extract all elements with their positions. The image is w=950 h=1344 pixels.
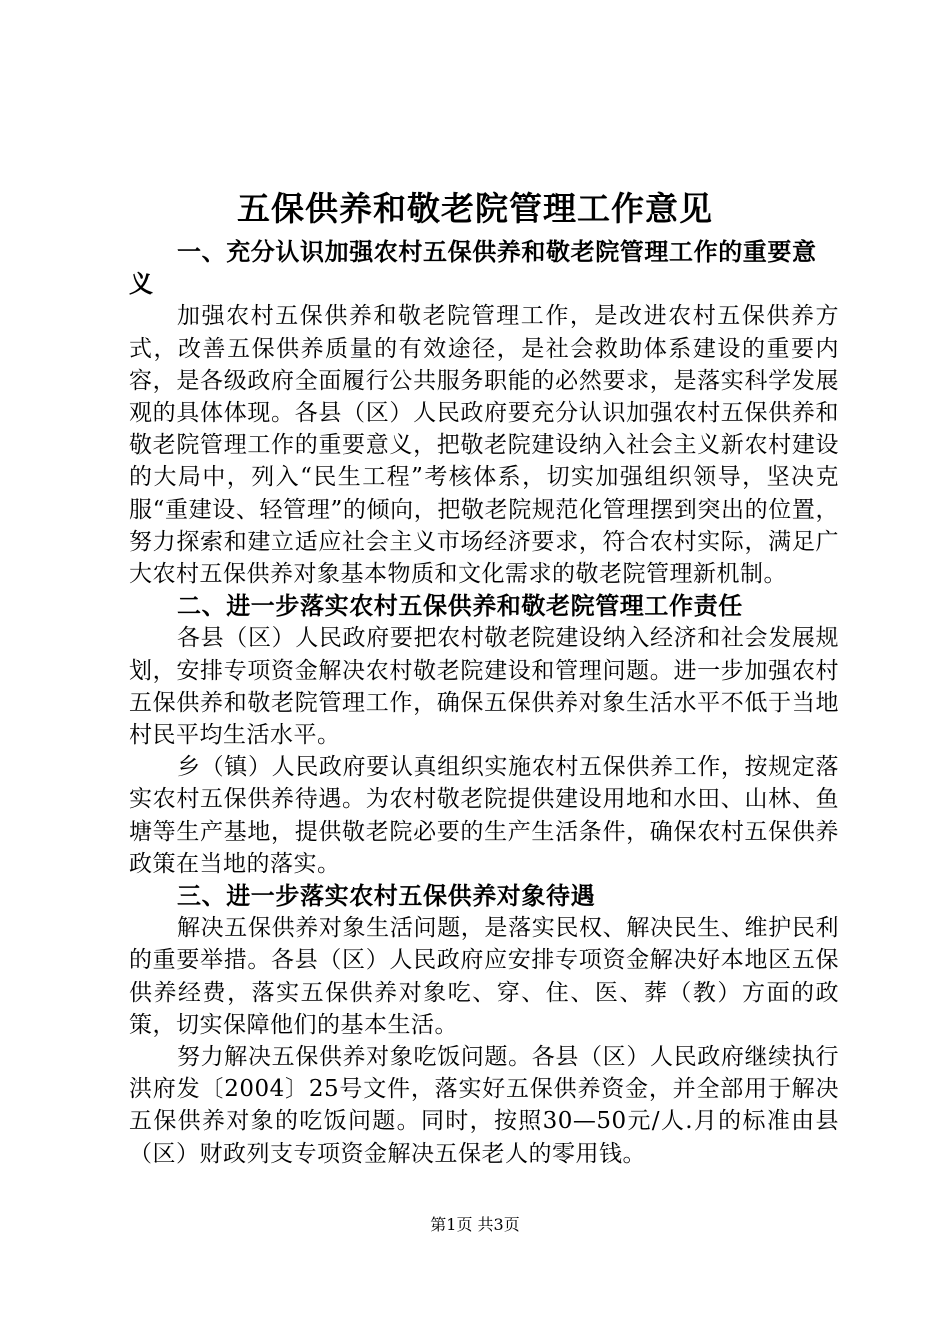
section-heading-1: 一、充分认识加强农村五保供养和敬老院管理工作的重要意义 [129, 238, 817, 299]
section-3-paragraph-2: 努力解决五保供养对象吃饭问题。各县（区）人民政府继续执行洪府发〔2004〕25号文件，落实好五保供养资金，并全部用于解决五保供养对象的吃饭问题。同时，按照30—50元/人.月的标准由县（区）财政列支专项资金解决五保老人的零用钱。 [129, 1044, 839, 1167]
section-2-paragraph-2: 乡（镇）人民政府要认真组织实施农村五保供养工作，按规定落实农村五保供养待遇。为农村敬老院提供建设用地和水田、山林、鱼塘等生产基地，提供敬老院必要的生产生活条件，确保农村五保供养政策在当地的落实。 [129, 754, 839, 877]
section-heading-3: 三、进一步落实农村五保供养对象待遇 [177, 882, 596, 911]
page-footer: 第1页 共3页 [430, 1215, 520, 1234]
section-2-paragraph-1: 各县（区）人民政府要把农村敬老院建设纳入经济和社会发展规划，安排专项资金解决农村敬老院建设和管理问题。进一步加强农村五保供养和敬老院管理工作，确保五保供养对象生活水平不低于当地村民平均生活水平。 [129, 625, 839, 749]
section-1-paragraph-1: 加强农村五保供养和敬老院管理工作，是改进农村五保供养方式，改善五保供养质量的有效途径，是社会救助体系建设的重要内容，是各级政府全面履行公共服务职能的必然要求，是落实科学发展观的具体体现。各县（区）人民政府要充分认识加强农村五保供养和敬老院管理工作的重要意义，把敬老院建设纳入社会主义新农村建设的大局中，列入“民生工程”考核体系，切实加强组织领导，坚决克服“重建设、轻管理”的倾向，把敬老院规范化管理摆到突出的位置，努力探索和建立适应社会主义市场经济要求，符合农村实际，满足广大农村五保供养对象基本物质和文化需求的敬老院管理新机制。 [129, 303, 839, 588]
section-3-paragraph-1: 解决五保供养对象生活问题，是落实民权、解决民生、维护民利的重要举措。各县（区）人民政府应安排专项资金解决好本地区五保供养经费，落实五保供养对象吃、穿、住、医、葬（教）方面的政策，切实保障他们的基本生活。 [129, 915, 839, 1038]
section-heading-2: 二、进一步落实农村五保供养和敬老院管理工作责任 [177, 592, 743, 621]
document-title: 五保供养和敬老院管理工作意见 [237, 189, 713, 228]
document-body [129, 236, 839, 1170]
